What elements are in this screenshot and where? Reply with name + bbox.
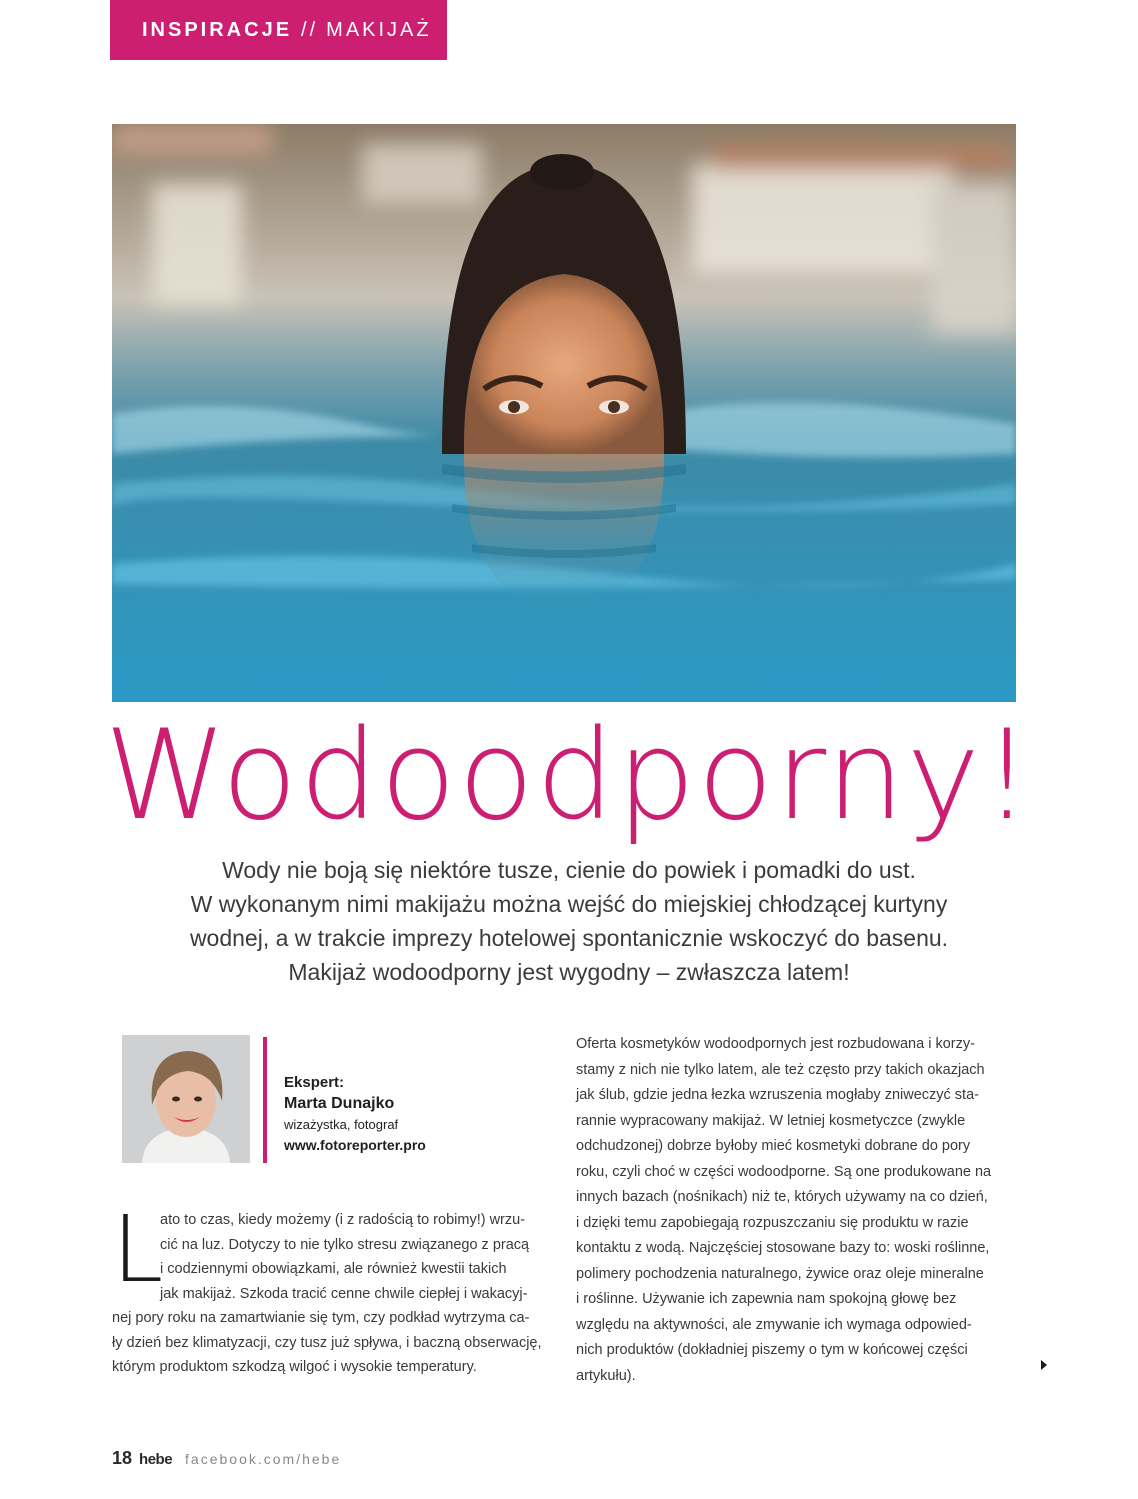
body-line: i dzięki temu zapobiegają rozpuszczaniu się produktu w razie (576, 1214, 969, 1231)
body-line: kontaktu z wodą. Najczęściej stosowane bazy to: woski roślinne, (576, 1240, 990, 1256)
drop-cap: L (112, 1196, 164, 1303)
body-line: jak makijaż. Szkoda tracić cenne chwile ciepłej i wakacyj- (160, 1285, 528, 1302)
body-line: ato to czas, kiedy możemy (i z radością to robimy!) wrzu- (160, 1212, 526, 1228)
lead-line: W wykonanym nimi makijażu można wejść do miejskiej chłodzącej kurtyny (190, 891, 948, 917)
continue-arrow-icon (1041, 1360, 1047, 1370)
body-column-left (112, 1208, 554, 1380)
body-line: rannie wypracowany makijaż. W letniej kosmetyczce (zwykle (576, 1112, 966, 1129)
expert-name: Marta Dunajko (284, 1095, 395, 1112)
body-line: względu na aktywności, ale zmywanie ich wymaga odpowied- (576, 1316, 972, 1333)
section-tag (110, 0, 447, 60)
article-lead (100, 853, 1038, 989)
article-title: Wodoodporny! (104, 704, 1034, 848)
body-line: polimery pochodzenia naturalnego, żywice oraz oleje mineralne (576, 1265, 984, 1282)
body-line: którym produktom szkodzą wilgoć i wysokie temperatury. (112, 1359, 477, 1375)
body-line: nich produktów (dokładniej piszemy o tym w końcowej części (576, 1342, 968, 1358)
subsection-label: MAKIJAŻ (326, 18, 432, 41)
body-line: cić na luz. Dotyczy to nie tylko stresu związanego z pracą (160, 1236, 530, 1253)
body-line: innych bazach (nośnikach) niż te, których używamy na co dzień, (576, 1189, 988, 1205)
body-line: stamy z nich nie tylko latem, ale też często przy takich okazjach (576, 1061, 985, 1078)
body-line: roku, czyli choć w części wodoodporne. Są one produkowane na (576, 1163, 992, 1180)
body-line: Oferta kosmetyków wodoodpornych jest rozbudowana i korzy- (576, 1036, 975, 1052)
expert-role: wizażystka, fotograf (284, 1117, 399, 1132)
body-line: artykułu). (576, 1367, 636, 1384)
page-number: 18 (112, 1448, 133, 1468)
body-column-right (576, 1032, 1021, 1389)
section-label: INSPIRACJE (142, 18, 293, 41)
expert-info (284, 1072, 426, 1156)
expert-avatar (122, 1035, 250, 1163)
body-line: i codziennymi obowiązkami, ale również kwestii takich (160, 1261, 507, 1277)
expert-label: Ekspert: (284, 1074, 345, 1091)
body-line: jak ślub, gdzie jedna łezka wzruszenia mogłaby zniweczyć sta- (576, 1087, 979, 1103)
body-line: ły dzień bez klimatyzacji, czy tusz już spływa, i baczną obserwację, (112, 1334, 542, 1351)
hero-photo (112, 124, 1016, 702)
lead-line: Wody nie boją się niektóre tusze, cienie do powiek i pomadki do ust. (222, 857, 916, 883)
expert-website-link[interactable]: www.fotoreporter.pro (284, 1137, 426, 1153)
expert-accent-bar (263, 1037, 267, 1163)
body-line: nej pory roku na zamartwianie się tym, czy podkład wytrzyma ca- (112, 1310, 530, 1326)
lead-line: Makijaż wodoodporny jest wygodny – zwłaszcza latem! (288, 959, 850, 985)
section-separator: // (301, 18, 319, 41)
brand-logo: hebe (139, 1451, 173, 1468)
social-link[interactable]: facebook.com/hebe (185, 1451, 342, 1467)
body-line: odchudzonej) dobrze byłoby mieć kosmetyki dobrane do pory (576, 1138, 971, 1154)
page-footer (112, 1448, 341, 1469)
lead-line: wodnej, a w trakcie imprezy hotelowej spontanicznie wskoczyć do basenu. (189, 925, 949, 951)
body-line: i roślinne. Używanie ich zapewnia nam spokojną głowę bez (576, 1291, 957, 1307)
